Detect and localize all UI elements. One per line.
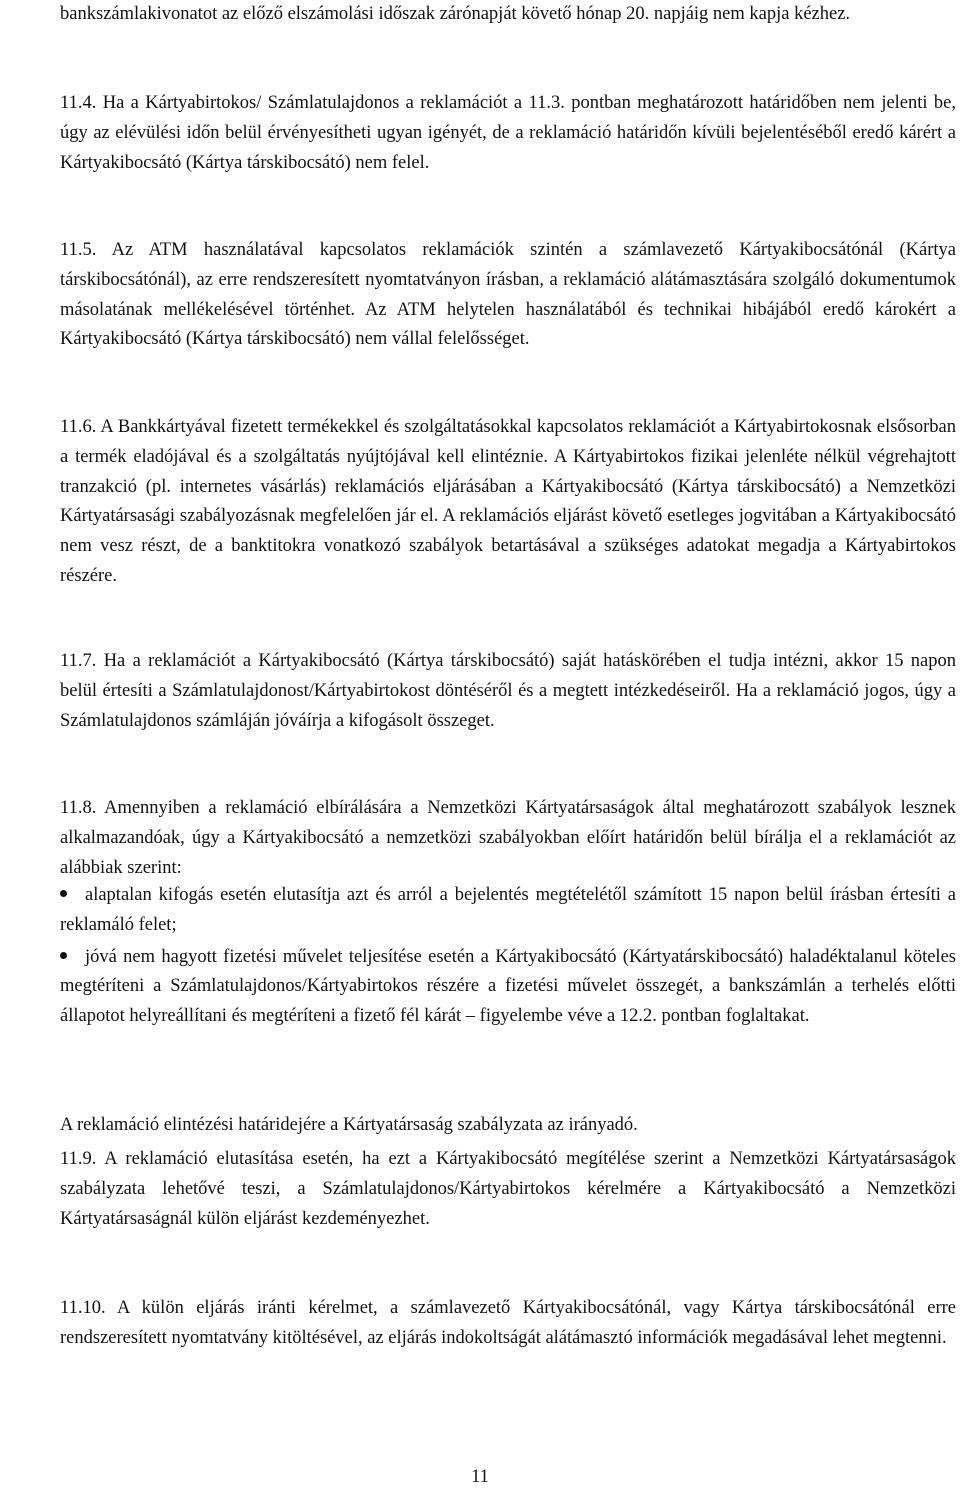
paragraph-11-5 bbox=[60, 236, 956, 355]
bullet-text: alaptalan kifogás esetén elutasítja azt és arról a bejelentés megtételétől számított 15 napon belül írásban értesíti a reklamáló felet; bbox=[60, 885, 956, 935]
bullet-text: jóvá nem hagyott fizetési művelet teljesítése esetén a Kártyakibocsátó (Kártyatárskibocsátó) haladéktalanul köteles megtéríteni a Számlatulajdonos/Kártyabirtokos részére a fizetési művelet összegét, a bankszámlán a terhelés előtti állapotot helyreállítani és megtéríteni a fizető fél kárát – figyelembe véve a 12.2. pontban foglaltakat. bbox=[60, 946, 956, 1027]
paragraph-text: Az ATM használatával kapcsolatos reklamációk szintén a számlavezető Kártyakibocsátónál (Kártya társkibocsátónál), az erre rendszeresített nyomtatványon írásban, a reklamáció alátámasztására szolgáló dokumentumok másolatának mellékelésével történhet. Az ATM helytelen használatából és technikai hibájából eredő károkért a Kártyakibocsátó (Kártya társkibocsátó) nem vállal felelősséget. bbox=[60, 240, 956, 350]
paragraph-text: A reklamáció elintézési határidejére a Kártyatársaság szabályzata az irányadó. bbox=[60, 1115, 638, 1135]
paragraph-number: 11.8. bbox=[60, 798, 97, 818]
paragraph-number: 11.9. bbox=[60, 1149, 97, 1169]
paragraph-intro bbox=[60, 0, 956, 30]
paragraph-text: A reklamáció elutasítása esetén, ha ezt a Kártyakibocsátó megítélése szerint a Nemzetközi Kártyatársaságok szabályzata lehetővé teszi, a Számlatulajdonos/Kártyabirtokos kérelmére a Kártyakibocsátó a Nemzetközi Kártyatársaságnál külön eljárást kezdeményezhet. bbox=[60, 1149, 956, 1229]
paragraph-11-4 bbox=[60, 89, 956, 178]
paragraph-11-7 bbox=[60, 647, 956, 736]
paragraph-text: A Bankkártyával fizetett termékekkel és szolgáltatásokkal kapcsolatos reklamációt a Kártyabirtokosnak elsősorban a termék eladójával és a szolgáltatás nyújtójával kell elintéznie. A Kártyabirtokos fizikai jelenléte nélkül végrehajtott tranzakció (pl. internetes vásárlás) reklamációs eljárásában a Kártyakibocsátó (Kártya társkibocsátó) a Nemzetközi Kártyatársasági szabályozásnak megfelelően jár el. A reklamációs eljárást követő esetleges jogvitában a Kártyakibocsátó nem vesz részt, de a banktitokra vonatkozó szabályok betartásával a szükséges adatokat megadja a Kártyabirtokos részére. bbox=[60, 417, 956, 586]
paragraph-11-8 bbox=[60, 794, 956, 883]
paragraph-number: 11.6. bbox=[60, 417, 97, 437]
bullet-icon bbox=[60, 890, 67, 897]
paragraph-number: 11.5. bbox=[60, 240, 97, 260]
list-item bbox=[60, 881, 956, 941]
paragraph-text: A külön eljárás iránti kérelmet, a számlavezető Kártyakibocsátónál, vagy Kártya társkibocsátónál erre rendszeresített nyomtatvány kitöltésével, az eljárás indokoltságát alátámasztó információk megadásával lehet megtenni. bbox=[60, 1298, 956, 1348]
page-number: 11 bbox=[471, 1467, 489, 1487]
bullet-list bbox=[60, 881, 956, 1032]
paragraph-text: Ha a Kártyabirtokos/ Számlatulajdonos a reklamációt a 11.3. pontban meghatározott határidőben nem jelenti be, úgy az elévülési időn belül érvényesítheti ugyan igényét, de a reklamáció határidőn kívüli bejelentéséből eredő kárért a Kártyakibocsátó (Kártya társkibocsátó) nem felel. bbox=[60, 93, 957, 173]
paragraph-number: 11.10. bbox=[60, 1298, 106, 1318]
paragraph-11-9 bbox=[60, 1145, 956, 1234]
list-item bbox=[60, 943, 956, 1032]
paragraph-after-bullets bbox=[60, 1111, 956, 1141]
paragraph-text: Amennyiben a reklamáció elbírálására a Nemzetközi Kártyatársaságok által meghatározott szabályok lesznek alkalmazandóak, úgy a Kártyakibocsátó a nemzetközi szabályokban előírt határidőn belül bírálja el a reklamációt az alábbiak szerint: bbox=[60, 798, 956, 878]
paragraph-text: bankszámlakivonatot az előző elszámolási időszak zárónapját követő hónap 20. napjáig nem kapja kézhez. bbox=[60, 4, 851, 24]
paragraph-number: 11.4. bbox=[60, 93, 97, 113]
paragraph-number: 11.7. bbox=[60, 651, 97, 671]
paragraph-11-10 bbox=[60, 1294, 956, 1354]
bullet-icon bbox=[60, 952, 67, 959]
paragraph-text: Ha a reklamációt a Kártyakibocsátó (Kártya társkibocsátó) saját hatáskörében el tudja intézni, akkor 15 napon belül értesíti a Számlatulajdonost/Kártyabirtokost döntéséről és a megtett intézkedéseiről. Ha a reklamáció jogos, úgy a Számlatulajdonos számláján jóváírja a kifogásolt összeget. bbox=[60, 651, 957, 731]
paragraph-11-6 bbox=[60, 413, 956, 592]
